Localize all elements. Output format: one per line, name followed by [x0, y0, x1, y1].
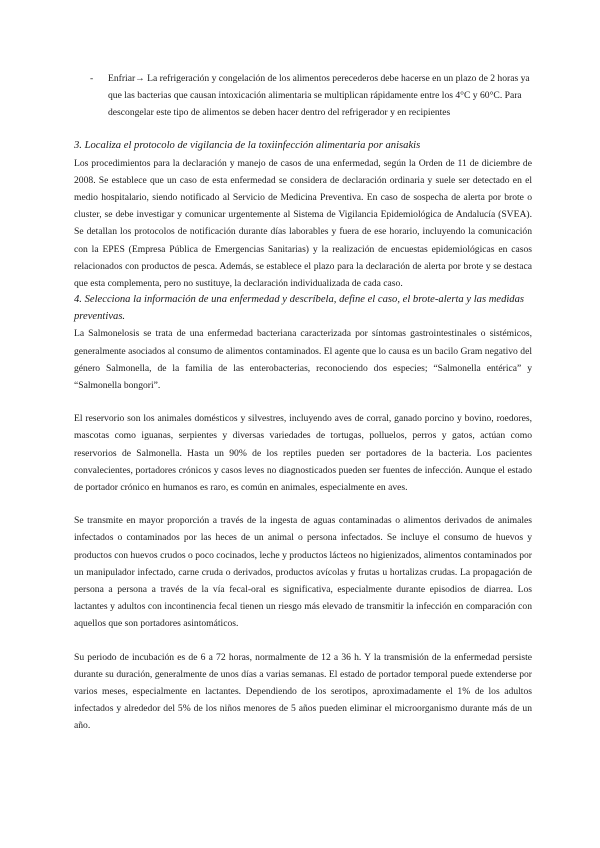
- bullet-text: Enfriar→ La refrigeración y congelación de los alimentos perecederos debe hacerse en un plazo de 2 horas ya que las bacterias que causan intoxicación alimentaria se multiplican rápidamente entre los 4°C y 60°C. Para descongelar este tipo de alimentos se deben hacer dentro del refrigerador y en recipientes: [108, 73, 530, 118]
- salmonellosis-definition-paragraph: La Salmonelosis se trata de una enfermedad bacteriana caracterizada por síntomas gastrointestinales o sistémicos, generalmente asociados al consumo de alimentos contaminados. El agente que lo causa es un bacilo Gram negativo del género Salmonella, de la familia de las enterobacterias, reconociendo dos especies; “Salmonella entérica” y “Salmonella bongori”.: [74, 328, 532, 392]
- paragraph-spacer: [74, 496, 532, 512]
- section-3-heading: 3. Localiza el protocolo de vigilancia de la toxiinfección alimentaria por anisakis: [74, 140, 421, 151]
- paragraph-spacer: [74, 394, 532, 410]
- reservoir-paragraph: El reservorio son los animales domésticos y silvestres, incluyendo aves de corral, ganado porcino y bovino, roedores, mascotas como iguanas, serpientes y diversas variedades de tortugas, polluelos, perros y gatos, actúan como reservorios de Salmonella. Hasta un 90% de los reptiles pueden ser portadores de la bacteria. Los pacientes convalecientes, portadores crónicos y casos leves no diagnosticados pueden ser fuentes de infección. Aunque el estado de portador crónico en humanos es raro, es común en animales, especialmente en aves.: [74, 413, 532, 494]
- bullet-marker: -: [90, 73, 94, 84]
- section-4-heading: 4. Selecciona la información de una enfermedad y descríbela, define el caso, el brote-alerta y las medidas preventivas.: [74, 294, 525, 322]
- paragraph-spacer: [74, 633, 532, 649]
- incubation-paragraph: Su periodo de incubación es de 6 a 72 horas, normalmente de 12 a 36 h. Y la transmisión de la enfermedad persiste durante su duración, generalmente de unos días a varias semanas. El estado de portador temporal puede extenderse por varios meses, especialmente en lactantes. Dependiendo de los serotipos, aproximadamente el 1% de los adultos infectados y alrededor del 5% de los niños menores de 5 años pueden eliminar el microorganismo durante más de un año.: [74, 651, 532, 732]
- transmission-paragraph: Se transmite en mayor proporción a través de la ingesta de aguas contaminadas o alimentos derivados de animales infectados o contaminados por las heces de un animal o persona infectados. Se incluye el consumo de huevos y productos con huevos crudos o poco cocinados, leche y productos lácteos no higienizados, alimentos contaminados por un manipulador infectado, carne cruda o derivados, productos avícolas y frutas u hortalizas crudas. La propagación de persona a persona a través de la vía fecal-oral es significativa, especialmente durante episodios de diarrea. Los lactantes y adultos con incontinencia fecal tienen un riesgo más elevado de transmitir la infección en comparación con aquellos que son portadores asintomáticos.: [74, 515, 532, 630]
- bullet-list-item: [90, 70, 530, 121]
- section-3-paragraph: Los procedimientos para la declaración y manejo de casos de una enfermedad, según la Orden de 11 de diciembre de 2008. Se establece que un caso de esta enfermedad se considera de declaración ordinaria y suele ser detectado en el medio hospitalario, siendo notificado al Servicio de Medicina Preventiva. En caso de sospecha de alerta por brote o cluster, se debe investigar y comunicar urgentemente al Sistema de Vigilancia Epidemiológica de Andalucía (SVEA). Se detallan los protocolos de notificación durante días laborables y fuera de ese horario, incluyendo la comunicación con la EPES (Empresa Pública de Emergencias Sanitarias) y la realización de encuestas epidemiológicas en casos relacionados con productos de pesca. Además, se establece el plazo para la declaración de alerta por brote y se destaca que esta complementa, pero no sustituye, la declaración individualizada de cada caso.: [74, 157, 532, 290]
- document-body: [74, 138, 532, 735]
